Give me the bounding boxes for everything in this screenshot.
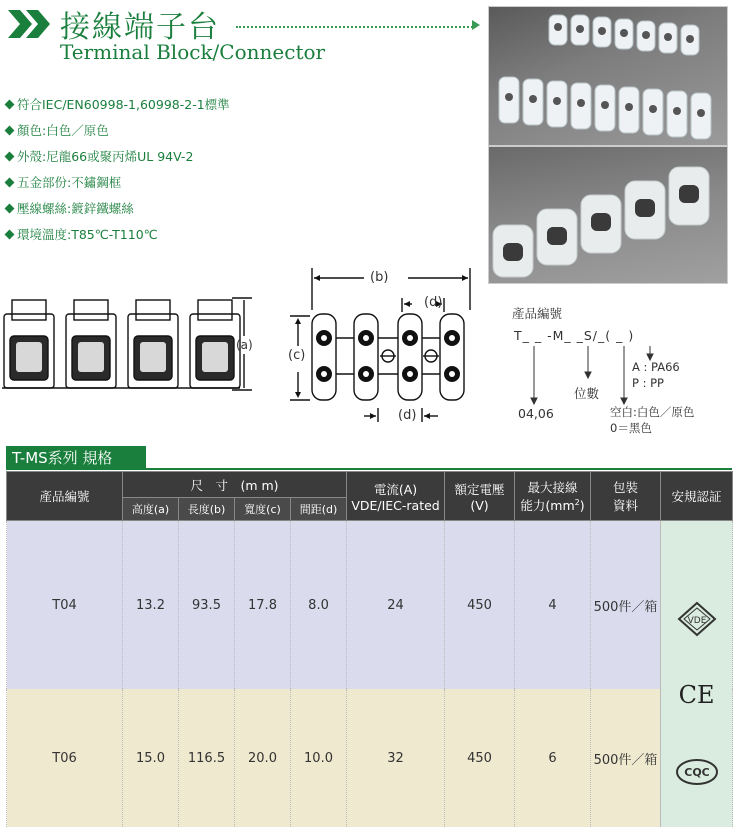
series-title: T-MS系列 規格 bbox=[6, 446, 146, 470]
cell-length: 116.5 bbox=[179, 689, 235, 827]
col-header-capacity: 最大接線 能力$(mm^2)$ bbox=[515, 472, 591, 521]
double-chevron-icon bbox=[6, 8, 54, 40]
dim-label-a: (a) bbox=[236, 338, 253, 352]
svg-text:CQC: CQC bbox=[684, 766, 710, 779]
spec-item: 五金部份:不鏽鋼框 bbox=[6, 170, 230, 196]
cell-voltage: 450 bbox=[445, 689, 515, 827]
cell-packing: 500件／箱 bbox=[591, 521, 661, 690]
bullet-diamond-icon bbox=[5, 152, 15, 162]
cell-pitch: 8.0 bbox=[291, 521, 347, 690]
spec-item: 環境溫度:T85℃-T110℃ bbox=[6, 222, 230, 248]
bullet-diamond-icon bbox=[5, 204, 15, 214]
bullet-diamond-icon bbox=[5, 230, 15, 240]
cell-certifications bbox=[661, 521, 733, 827]
part-code-color-blank: 空白:白色／原色 bbox=[610, 404, 694, 420]
bullet-diamond-icon bbox=[5, 178, 15, 188]
col-header-height: 高度(a) bbox=[123, 498, 179, 521]
dim-label-b: (b) bbox=[370, 270, 388, 285]
dim-label-c: (c) bbox=[288, 348, 305, 363]
cell-capacity: 4 bbox=[515, 521, 591, 690]
table-row bbox=[7, 689, 733, 827]
cell-length: 93.5 bbox=[179, 521, 235, 690]
spec-item: 符合IEC/EN60998-1,60998-2-1標準 bbox=[6, 92, 230, 118]
cell-height: 15.0 bbox=[123, 689, 179, 827]
col-header-pitch: 間距(d) bbox=[291, 498, 347, 521]
cell-height: 13.2 bbox=[123, 521, 179, 690]
cell-capacity: 6 bbox=[515, 689, 591, 827]
cqc-mark-icon bbox=[675, 757, 719, 787]
cell-product: T04 bbox=[7, 521, 123, 690]
cell-product: T06 bbox=[7, 689, 123, 827]
cell-current: 24 bbox=[347, 521, 445, 690]
page-subtitle: Terminal Block/Connector bbox=[60, 40, 325, 64]
part-number-legend bbox=[512, 300, 732, 440]
divider-arrow-icon bbox=[472, 20, 480, 30]
spec-list bbox=[6, 92, 230, 248]
ce-mark-icon: CE bbox=[679, 681, 715, 709]
col-header-length: 長度(b) bbox=[179, 498, 235, 521]
cell-current: 32 bbox=[347, 689, 445, 827]
col-header-voltage: 額定電壓 (V) bbox=[445, 472, 515, 521]
part-code-pattern: T_ _ -M_ _S/_( _ ) bbox=[514, 328, 634, 343]
spec-item: 顏色:白色／原色 bbox=[6, 118, 230, 144]
dim-label-d-bottom: (d) bbox=[398, 408, 416, 423]
title-divider bbox=[236, 26, 476, 34]
vde-mark-icon bbox=[677, 601, 717, 637]
cell-width: 17.8 bbox=[235, 521, 291, 690]
part-code-positions: 位數 bbox=[574, 384, 599, 402]
cell-width: 20.0 bbox=[235, 689, 291, 827]
col-header-dims: 尺 寸 (m m) bbox=[123, 472, 347, 498]
col-header-cert: 安規認証 bbox=[661, 472, 733, 521]
spec-item: 壓線螺絲:鍍鋅鐵螺絲 bbox=[6, 196, 230, 222]
part-code-material-a: A : PA66 bbox=[632, 360, 680, 374]
cell-pitch: 10.0 bbox=[291, 689, 347, 827]
terminal-strip-photo-closeup bbox=[488, 146, 728, 284]
series-header bbox=[6, 446, 732, 470]
top-view-drawing bbox=[280, 262, 480, 434]
col-header-width: 寬度(c) bbox=[235, 498, 291, 521]
part-code-material-p: P : PP bbox=[632, 376, 664, 390]
col-header-product: 產品編號 bbox=[7, 472, 123, 521]
part-code-digits: 04,06 bbox=[518, 406, 554, 421]
series-underline bbox=[146, 468, 732, 470]
cell-voltage: 450 bbox=[445, 521, 515, 690]
terminal-strip-photo-top bbox=[488, 6, 728, 146]
table-row bbox=[7, 521, 733, 690]
page-title: 接線端子台 bbox=[60, 2, 220, 46]
part-code-color-zero: 0＝黑色 bbox=[610, 420, 652, 436]
dim-label-d-top: (d) bbox=[424, 295, 442, 310]
cell-packing: 500件／箱 bbox=[591, 689, 661, 827]
col-header-current: 電流(A) VDE/IEC-rated bbox=[347, 472, 445, 521]
bullet-diamond-icon bbox=[5, 126, 15, 136]
spec-item: 外殼:尼龍66或聚丙烯UL 94V-2 bbox=[6, 144, 230, 170]
spec-table bbox=[6, 471, 733, 827]
front-view-drawing bbox=[0, 292, 262, 402]
col-header-packing: 包裝 資料 bbox=[591, 472, 661, 521]
svg-text:VDE: VDE bbox=[687, 616, 706, 626]
bullet-diamond-icon bbox=[5, 100, 15, 110]
part-code-title: 產品編號 bbox=[512, 304, 562, 322]
